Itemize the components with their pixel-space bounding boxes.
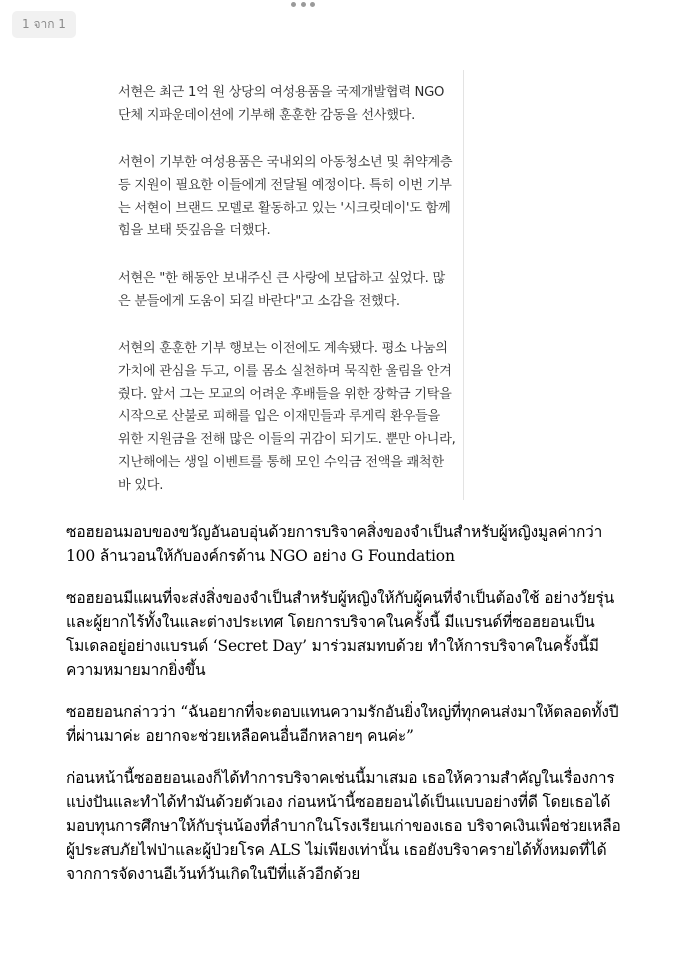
- korean-paragraph: 서현이 기부한 여성용품은 국내외의 아동청소년 및 취약계층 등 지원이 필요한 이들에게 전달될 예정이다. 특히 이번 기부는 서현이 브랜드 모델로 활동하고 있는 '시크릿데이'도 함께 힘을 보태 뜻깊음을 더했다.: [118, 155, 453, 239]
- divider: [463, 70, 464, 500]
- thai-paragraph: ซอฮยอนกล่าวว่า “ฉันอยากที่จะตอบแทนความรักอันยิ่งใหญ่ที่ทุกคนส่งมาให้ตลอดทั้งปีที่ผ่านมาค่ะ อยากจะช่วยเหลือคนอื่นอีกหลายๆ คนค่ะ”: [66, 703, 619, 745]
- dot: [310, 2, 315, 7]
- more-horizontal-icon[interactable]: [291, 0, 315, 8]
- thai-paragraph: ซอฮยอนมีแผนที่จะส่งสิ่งของจำเป็นสำหรับผู้หญิงให้กับผู้คนที่จำเป็นต้องใช้ อย่างวัยรุ่นและผู้ยากไร้ทั้งในและต่างประเทศ โดยการบริจาคในครั้งนี้ มีแบรนด์ที่ซอฮยอนเป็นโมเดลอยู่อย่างแบรนด์ ‘Secret Day’ มาร่วมสมทบด้วย ทำให้การบริจาคในครั้งนี้มีความหมายมากยิ่งขึ้น: [66, 589, 614, 679]
- korean-article-screenshot: [110, 70, 464, 500]
- dot: [301, 2, 306, 7]
- thai-paragraph: ก่อนหน้านี้ซอฮยอนเองก็ได้ทำการบริจาคเช่นนี้มาเสมอ เธอให้ความสำคัญในเรื่องการแบ่งปันและทำได้ทำมันด้วยตัวเอง ก่อนหน้านี้ซอฮยอนได้เป็นแบบอย่างที่ดี โดยเธอได้มอบทุนการศึกษาให้กับรุ่นน้องที่ลำบากในโรงเรียนเก่าของเธอ บริจาคเงินเพื่อช่วยเหลือผู้ประสบภัยไฟป่าและผู้ป่วยโรค ALS ไม่เพียงเท่านั้น เธอยังบริจาครายได้ทั้งหมดที่ได้จากการจัดงานอีเว้นท์วันเกิดในปีที่แล้วอีกด้วย: [66, 769, 621, 883]
- page-indicator: 1 จาก 1: [12, 11, 76, 38]
- dot: [291, 2, 296, 7]
- thai-translation: [66, 520, 626, 904]
- thai-paragraph: ซอฮยอนมอบของขวัญอันอบอุ่นด้วยการบริจาคสิ่งของจำเป็นสำหรับผู้หญิงมูลค่ากว่า 100 ล้านวอนให้กับองค์กรด้าน NGO อย่าง G Foundation: [66, 523, 603, 565]
- korean-paragraph: 서현은 "한 해동안 보내주신 큰 사랑에 보답하고 싶었다. 많은 분들에게 도움이 되길 바란다"고 소감을 전했다.: [118, 271, 445, 309]
- korean-paragraph: 서현은 최근 1억 원 상당의 여성용품을 국제개발협력 NGO 단체 지파운데이션에 기부해 훈훈한 감동을 선사했다.: [118, 85, 445, 123]
- korean-paragraph: 서현의 훈훈한 기부 행보는 이전에도 계속됐다. 평소 나눔의 가치에 관심을 두고, 이를 몸소 실천하며 묵직한 울림을 안겨줬다. 앞서 그는 모교의 어려운 후배들을 위한 장학금 기탁을 시작으로 산불로 피해를 입은 이재민들과 루게릭 환우들을 위한 지원금을 전해 많은 이들의 귀감이 되기도. 뿐만 아니라, 지난해에는 생일 이벤트를 통해 모인 수익금 전액을 쾌척한 바 있다.: [118, 341, 456, 493]
